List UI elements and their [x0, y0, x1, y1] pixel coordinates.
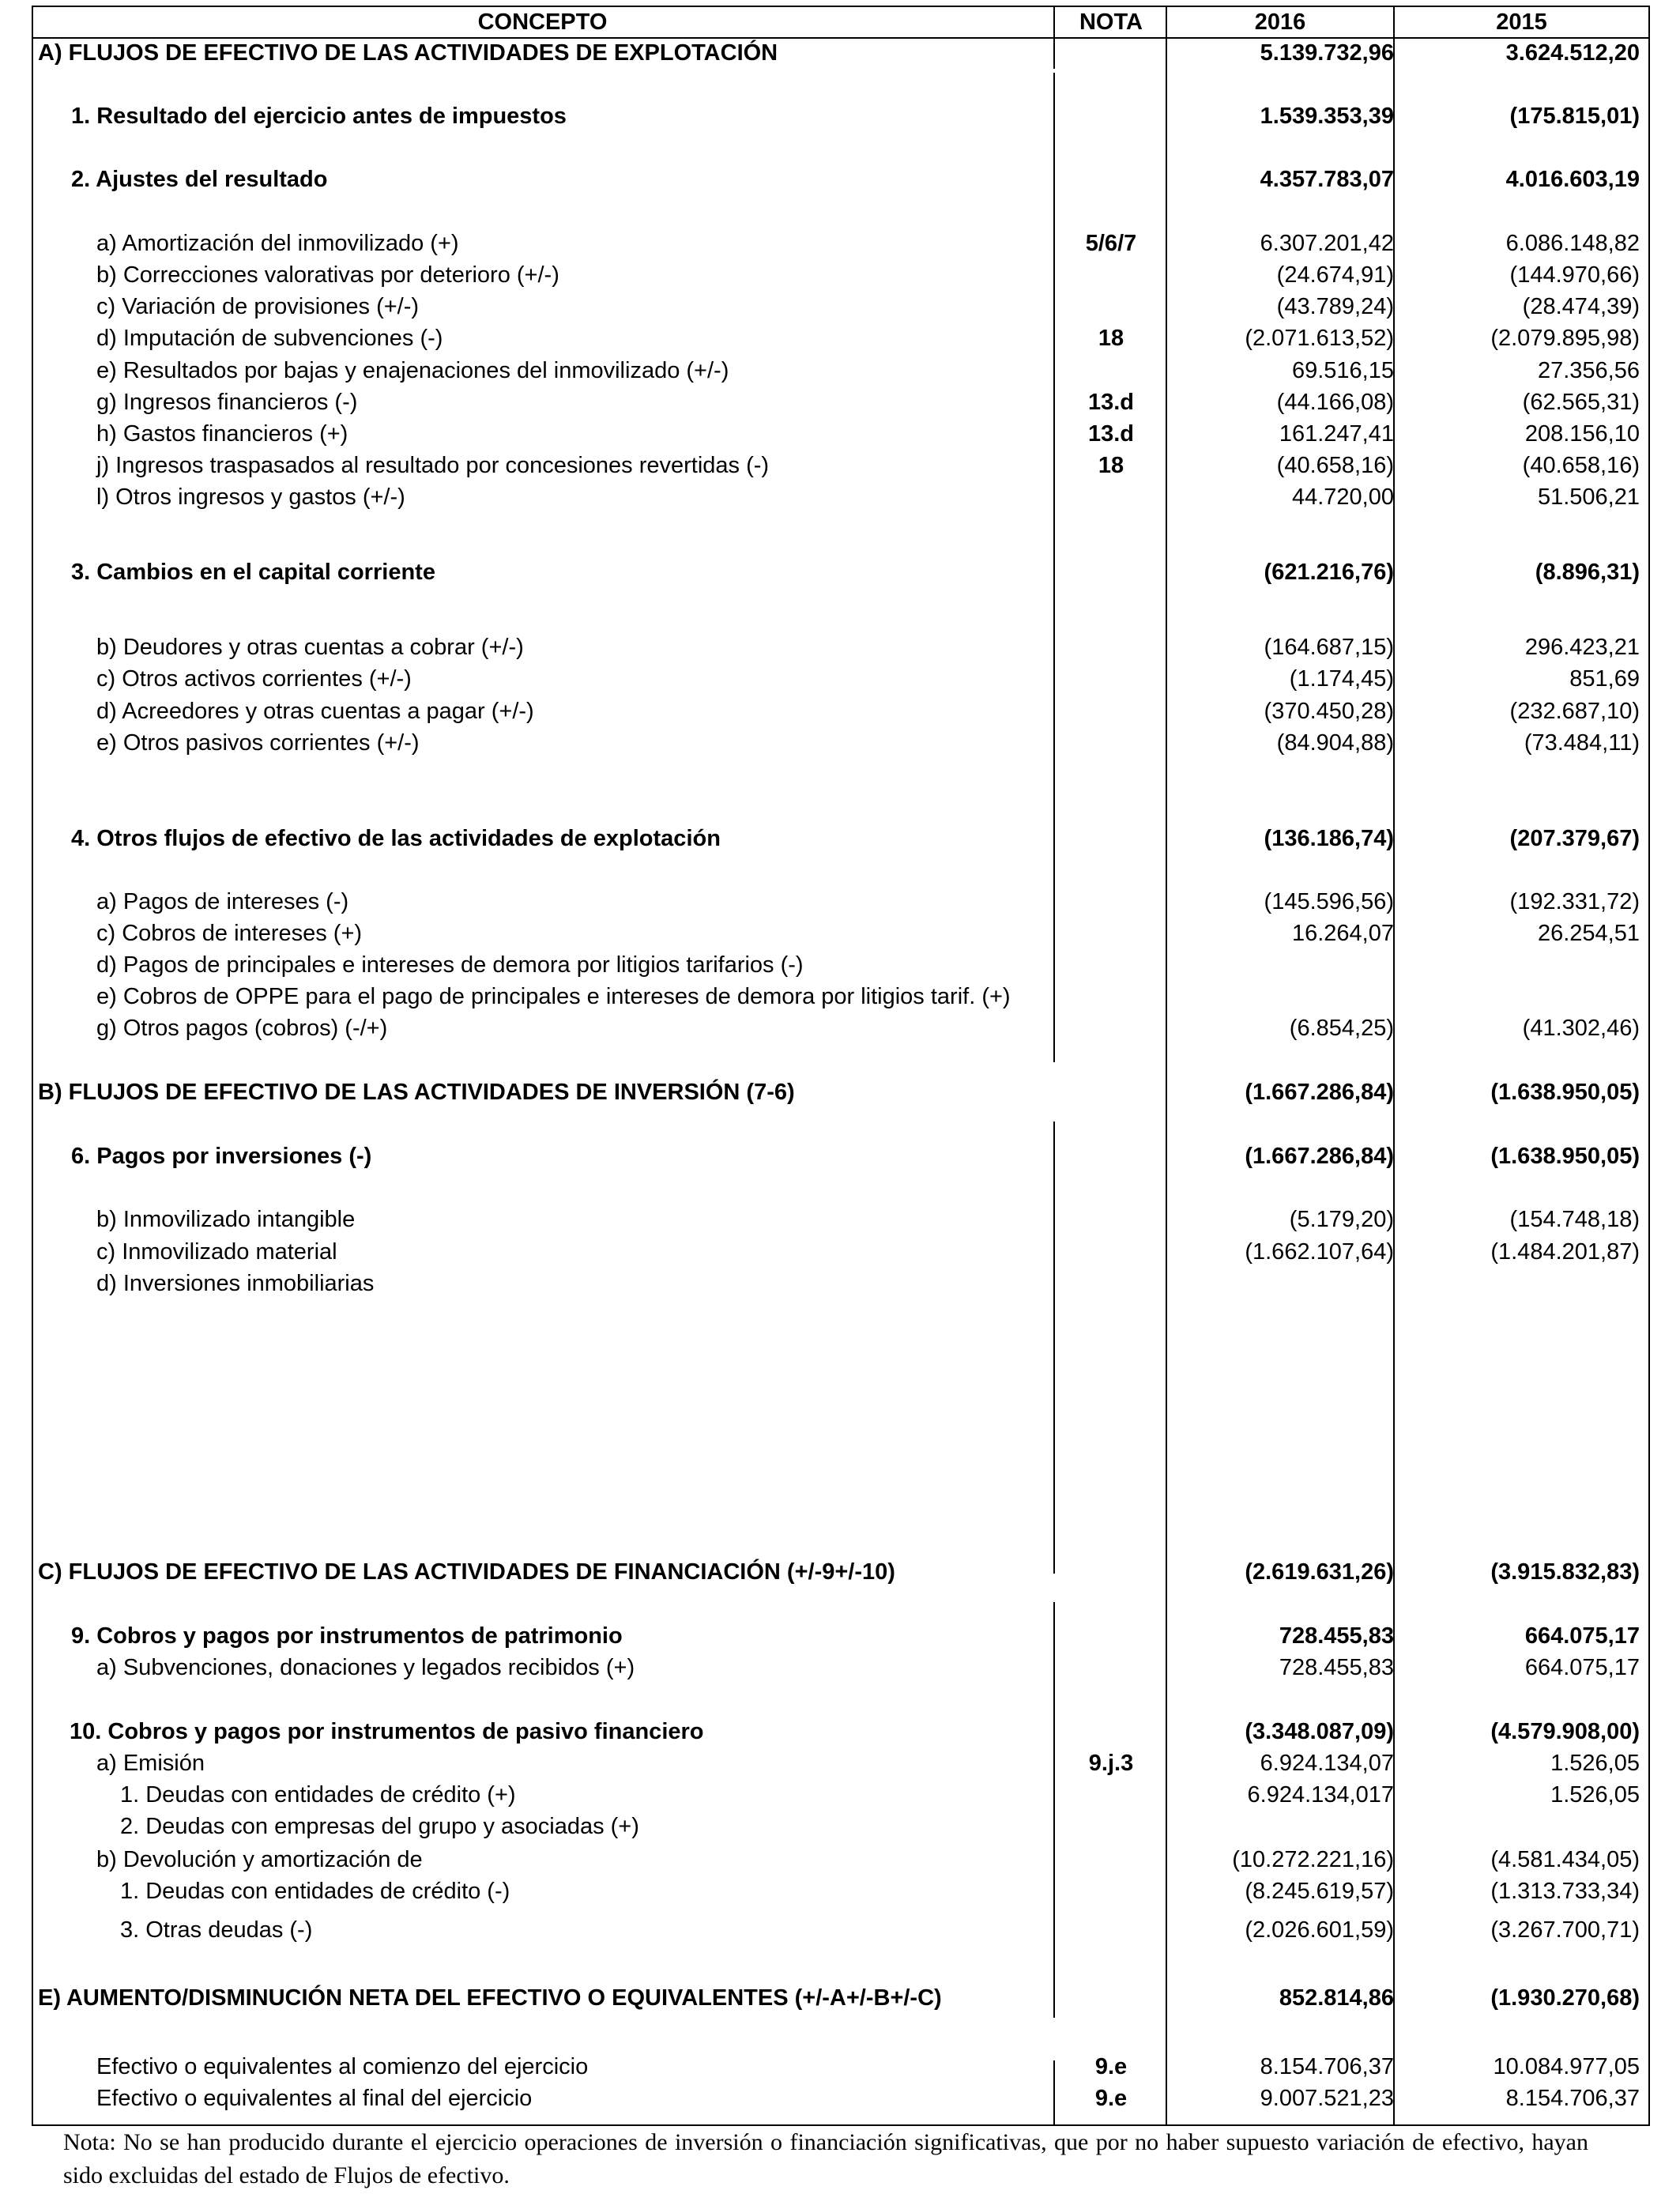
row-label: 2. Deudas con empresas del grupo y asociadas (+) — [120, 1814, 639, 1839]
row-value-2015: (73.484,11) — [1524, 730, 1640, 756]
row-label: h) Gastos financieros (+) — [96, 421, 348, 447]
row-value-2015: (1.638.950,05) — [1490, 1144, 1640, 1169]
row-label: 6. Pagos por inversiones (-) — [71, 1144, 372, 1169]
row-value-2015: 1.526,05 — [1550, 1751, 1640, 1776]
row-label: Efectivo o equivalentes al final del ejercicio — [96, 2086, 533, 2111]
row-value-2016: 1.539.353,39 — [1260, 104, 1394, 129]
row-value-2016: 6.924.134,07 — [1260, 1751, 1394, 1776]
row-value-2015: (175.815,01) — [1509, 104, 1640, 129]
row-value-2015: (4.581.434,05) — [1490, 1847, 1640, 1872]
row-value-2015: (28.474,39) — [1522, 294, 1640, 319]
header-nota: NOTA — [1079, 9, 1143, 35]
row-value-2016: (24.674,91) — [1276, 262, 1394, 288]
row-value-2016: (1.667.286,84) — [1245, 1080, 1394, 1105]
row-value-2016: (84.904,88) — [1276, 730, 1394, 756]
row-value-2016: 44.720,00 — [1291, 484, 1394, 510]
row-label: 1. Deudas con entidades de crédito (+) — [120, 1782, 516, 1808]
row-label: Efectivo o equivalentes al comienzo del ejercicio — [96, 2054, 589, 2079]
row-value-2015: 208.156,10 — [1524, 421, 1640, 447]
row-label: b) Inmovilizado intangible — [96, 1207, 356, 1232]
row-value-2015: 6.086.148,82 — [1505, 231, 1640, 256]
row-label: a) Subvenciones, donaciones y legados recibidos (+) — [96, 1655, 635, 1680]
row-value-2016: 161.247,41 — [1279, 421, 1394, 447]
row-value-2015: (232.687,10) — [1509, 699, 1640, 724]
row-value-2016: (1.667.286,84) — [1245, 1144, 1394, 1169]
row-value-2015: (144.970,66) — [1509, 262, 1640, 288]
row-label: b) Correcciones valorativas por deterioro (+/-) — [96, 262, 559, 288]
row-value-2016: (5.179,20) — [1289, 1207, 1394, 1232]
row-nota: 9.j.3 — [1088, 1751, 1134, 1776]
row-value-2016: 9.007.521,23 — [1260, 2086, 1394, 2111]
row-value-2015: 51.506,21 — [1537, 484, 1640, 510]
column-divider-2016 — [1166, 6, 1167, 2126]
row-label: b) Devolución y amortización de — [96, 1847, 423, 1872]
row-label: j) Ingresos traspasados al resultado por concesiones revertidas (-) — [96, 453, 770, 478]
row-value-2016: (136.186,74) — [1264, 826, 1394, 851]
row-value-2015: 851,69 — [1569, 666, 1640, 692]
row-value-2016: 5.139.732,96 — [1260, 40, 1394, 66]
row-value-2016: (1.662.107,64) — [1245, 1239, 1394, 1265]
row-value-2015: 296.423,21 — [1524, 635, 1640, 660]
row-label: c) Inmovilizado material — [96, 1239, 337, 1265]
row-value-2016: 728.455,83 — [1279, 1655, 1394, 1680]
row-label: g) Ingresos financieros (-) — [96, 390, 358, 415]
row-label: d) Acreedores y otras cuentas a pagar (+/-) — [96, 699, 534, 724]
row-value-2016: 852.814,86 — [1279, 1985, 1394, 2011]
row-value-2016: (6.854,25) — [1289, 1016, 1394, 1041]
row-value-2016: 6.924.134,017 — [1247, 1782, 1394, 1808]
row-value-2016: (44.166,08) — [1276, 390, 1394, 415]
row-value-2015: 27.356,56 — [1537, 358, 1640, 383]
row-value-2016: 728.455,83 — [1279, 1623, 1394, 1649]
row-value-2016: (164.687,15) — [1264, 635, 1394, 660]
row-label: c) Otros activos corrientes (+/-) — [96, 666, 412, 692]
row-value-2016: 69.516,15 — [1291, 358, 1394, 383]
row-label: e) Resultados por bajas y enajenaciones del inmovilizado (+/-) — [96, 358, 729, 383]
nota-divider-segment — [1053, 1122, 1055, 1574]
row-value-2016: (1.174,45) — [1289, 666, 1394, 692]
row-value-2016: (370.450,28) — [1264, 699, 1394, 724]
row-label: 2. Ajustes del resultado — [71, 167, 328, 192]
row-label: d) Pagos de principales e intereses de demora por litigios tarifarios (-) — [96, 952, 804, 978]
row-value-2015: (2.079.895,98) — [1490, 326, 1640, 351]
row-label: d) Inversiones inmobiliarias — [96, 1271, 375, 1296]
row-label: 10. Cobros y pagos por instrumentos de pasivo financiero — [70, 1719, 704, 1744]
row-value-2015: (40.658,16) — [1522, 453, 1640, 478]
row-label: e) Cobros de OPPE para el pago de principales e intereses de demora por litigios tarif. (+) — [96, 984, 1011, 1009]
row-label: a) Amortización del inmovilizado (+) — [96, 231, 459, 256]
row-label: A) FLUJOS DE EFECTIVO DE LAS ACTIVIDADES DE EXPLOTACIÓN — [38, 40, 778, 66]
row-label: 4. Otros flujos de efectivo de las actividades de explotación — [71, 826, 721, 851]
row-value-2016: (3.348.087,09) — [1245, 1719, 1394, 1744]
row-value-2015: 4.016.603,19 — [1505, 167, 1640, 192]
row-value-2016: 16.264,07 — [1291, 921, 1394, 946]
row-value-2016: (40.658,16) — [1276, 453, 1394, 478]
header-concepto: CONCEPTO — [477, 9, 608, 35]
row-value-2016: (43.789,24) — [1276, 294, 1394, 319]
row-value-2015: 3.624.512,20 — [1505, 40, 1640, 66]
row-label: a) Emisión — [96, 1751, 205, 1776]
table-right-border — [1648, 6, 1650, 2126]
row-label: 1. Deudas con entidades de crédito (-) — [120, 1879, 510, 1904]
row-value-2015: 8.154.706,37 — [1505, 2086, 1640, 2111]
row-nota: 13.d — [1087, 390, 1135, 415]
header-year-2016: 2016 — [1254, 9, 1306, 35]
row-label: 9. Cobros y pagos por instrumentos de patrimonio — [71, 1623, 623, 1649]
row-value-2015: (8.896,31) — [1535, 560, 1640, 585]
cash-flow-statement — [32, 6, 1650, 2126]
row-nota: 13.d — [1087, 421, 1135, 447]
row-nota: 18 — [1098, 326, 1124, 351]
row-value-2015: (3.915.832,83) — [1490, 1559, 1640, 1585]
row-label: C) FLUJOS DE EFECTIVO DE LAS ACTIVIDADES DE FINANCIACIÓN (+/-9+/-10) — [38, 1559, 895, 1585]
row-value-2016: 4.357.783,07 — [1260, 167, 1394, 192]
row-value-2015: (154.748,18) — [1509, 1207, 1640, 1232]
row-nota: 9.e — [1094, 2086, 1128, 2111]
row-label: 3. Cambios en el capital corriente — [71, 560, 435, 585]
row-value-2016: (2.071.613,52) — [1245, 326, 1394, 351]
nota-divider-segment — [1053, 6, 1055, 69]
row-label: g) Otros pagos (cobros) (-/+) — [96, 1016, 388, 1041]
row-value-2015: (207.379,67) — [1509, 826, 1640, 851]
row-value-2015: (192.331,72) — [1509, 889, 1640, 914]
row-value-2015: (3.267.700,71) — [1490, 1917, 1640, 1943]
row-value-2015: (1.930.270,68) — [1490, 1985, 1640, 2011]
nota-divider-segment — [1053, 2060, 1055, 2126]
row-value-2015: (4.579.908,00) — [1490, 1719, 1640, 1744]
footnote: Nota: No se han producido durante el ejercicio operaciones de inversión o financiación significativas, que por no haber supuesto variación de efectivo, hayan sido excluidas del estado de Flujos de efectivo. — [63, 2129, 1588, 2188]
row-label: c) Cobros de intereses (+) — [96, 921, 363, 946]
row-value-2015: 664.075,17 — [1524, 1623, 1640, 1649]
row-value-2016: (621.216,76) — [1264, 560, 1394, 585]
row-value-2016: (10.272.221,16) — [1232, 1847, 1394, 1872]
row-value-2015: 10.084.977,05 — [1493, 2054, 1640, 2079]
row-value-2016: 8.154.706,37 — [1260, 2054, 1394, 2079]
row-label: l) Otros ingresos y gastos (+/-) — [96, 484, 405, 510]
row-value-2016: (8.245.619,57) — [1245, 1879, 1394, 1904]
row-label: E) AUMENTO/DISMINUCIÓN NETA DEL EFECTIVO O EQUIVALENTES (+/-A+/-B+/-C) — [38, 1985, 942, 2011]
row-value-2015: 26.254,51 — [1537, 921, 1640, 946]
row-label: b) Deudores y otras cuentas a cobrar (+/-) — [96, 635, 524, 660]
row-value-2015: (1.638.950,05) — [1490, 1080, 1640, 1105]
row-value-2015: (62.565,31) — [1522, 390, 1640, 415]
row-label: d) Imputación de subvenciones (-) — [96, 326, 443, 351]
row-label: 3. Otras deudas (-) — [120, 1917, 313, 1943]
row-value-2016: (2.026.601,59) — [1245, 1917, 1394, 1943]
row-value-2015: (1.484.201,87) — [1490, 1239, 1640, 1265]
row-nota: 18 — [1098, 453, 1124, 478]
header-year-2015: 2015 — [1496, 9, 1547, 35]
row-nota: 9.e — [1094, 2054, 1128, 2079]
row-label: 1. Resultado del ejercicio antes de impuestos — [71, 104, 567, 129]
row-label: e) Otros pasivos corrientes (+/-) — [96, 730, 420, 756]
row-label: B) FLUJOS DE EFECTIVO DE LAS ACTIVIDADES DE INVERSIÓN (7-6) — [38, 1080, 795, 1105]
row-value-2015: 1.526,05 — [1550, 1782, 1640, 1808]
row-value-2016: (2.619.631,26) — [1245, 1559, 1394, 1585]
row-value-2015: (41.302,46) — [1522, 1016, 1640, 1041]
nota-divider-segment — [1053, 73, 1055, 1062]
row-value-2015: (1.313.733,34) — [1490, 1879, 1640, 1904]
row-label: a) Pagos de intereses (-) — [96, 889, 349, 914]
row-label: c) Variación de provisiones (+/-) — [96, 294, 420, 319]
row-value-2015: 664.075,17 — [1524, 1655, 1640, 1680]
row-value-2016: 6.307.201,42 — [1260, 231, 1394, 256]
row-value-2016: (145.596,56) — [1264, 889, 1394, 914]
row-nota: 5/6/7 — [1085, 231, 1137, 256]
nota-divider-segment — [1053, 1602, 1055, 2018]
